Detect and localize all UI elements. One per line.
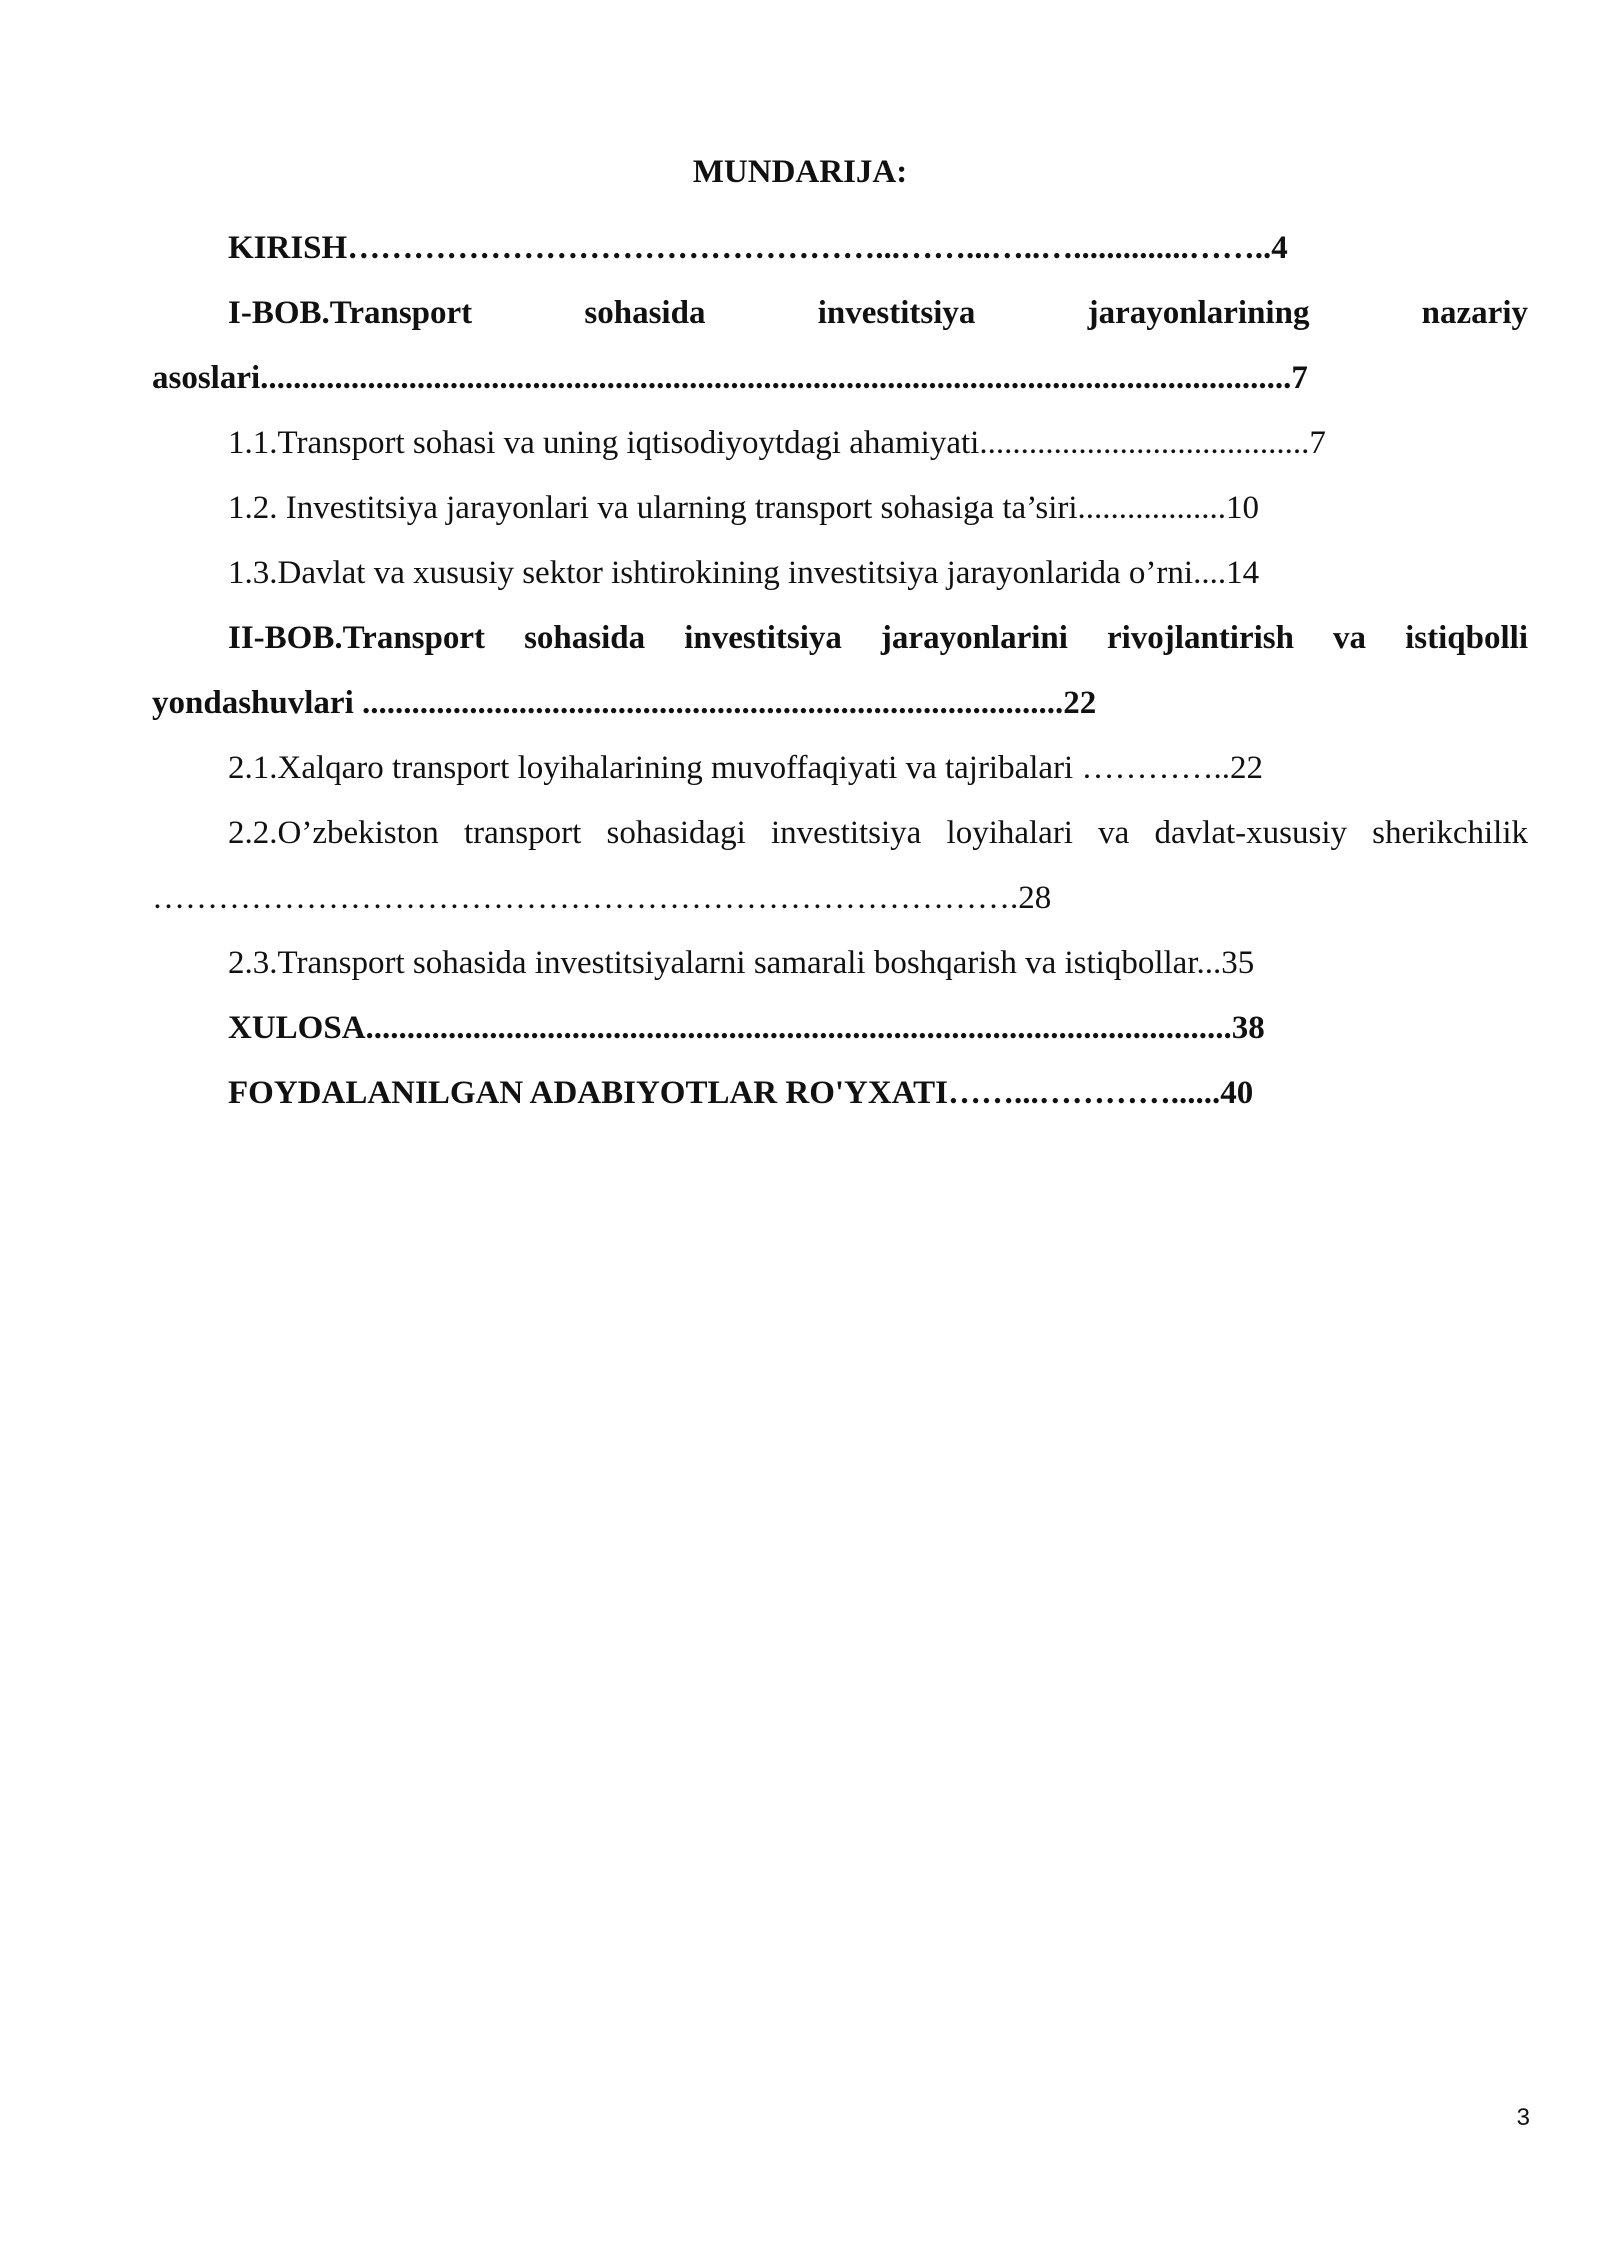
toc-entry-section-1-3: 1.3.Davlat va xususiy sektor ishtirokining investitsiya jarayonlarida o’rni....14 [228, 555, 1260, 591]
toc-entry-introduction: KIRISH…………………………………………...……...…..…..............……..4 [228, 230, 1288, 266]
toc-entry-section-2-2: 2.2.O’zbekiston transport sohasidagi investitsiya loyihalari va davlat-xususiy sherikchilik …………………………………………………………………….28 [152, 815, 1528, 916]
toc-entry-section-2-3: 2.3.Transport sohasida investitsiyalarni samarali boshqarish va istiqbollar...35 [228, 945, 1255, 981]
page-number: 3 [1516, 2104, 1530, 2131]
toc-title: MUNDARIJA: [692, 154, 908, 190]
toc-entry-section-1-1: 1.1.Transport sohasi va uning iqtisodiyoytdagi ahamiyati........................................7 [228, 425, 1326, 461]
table-of-contents [152, 216, 1528, 1126]
toc-entry-references: FOYDALANILGAN ADABIYOTLAR RO'YXATI……...…………......40 [228, 1075, 1254, 1111]
toc-entry-conclusion: XULOSA.........................................................................................................38 [228, 1010, 1265, 1046]
toc-entry-chapter-2: II-BOB.Transport sohasida investitsiya jarayonlarini rivojlantirish va istiqbolli yondashuvlari .....................................................................................22 [152, 620, 1528, 721]
toc-entry-chapter-1: I-BOB.Transport sohasida investitsiya jarayonlarining nazariy asoslari.............................................................................................................................7 [152, 295, 1528, 396]
toc-entry-section-1-2: 1.2. Investitsiya jarayonlari va ularning transport sohasiga ta’siri..................10 [228, 490, 1260, 526]
toc-entry-section-2-1: 2.1.Xalqaro transport loyihalarining muvoffaqiyati va tajribalari …………..22 [228, 750, 1263, 786]
